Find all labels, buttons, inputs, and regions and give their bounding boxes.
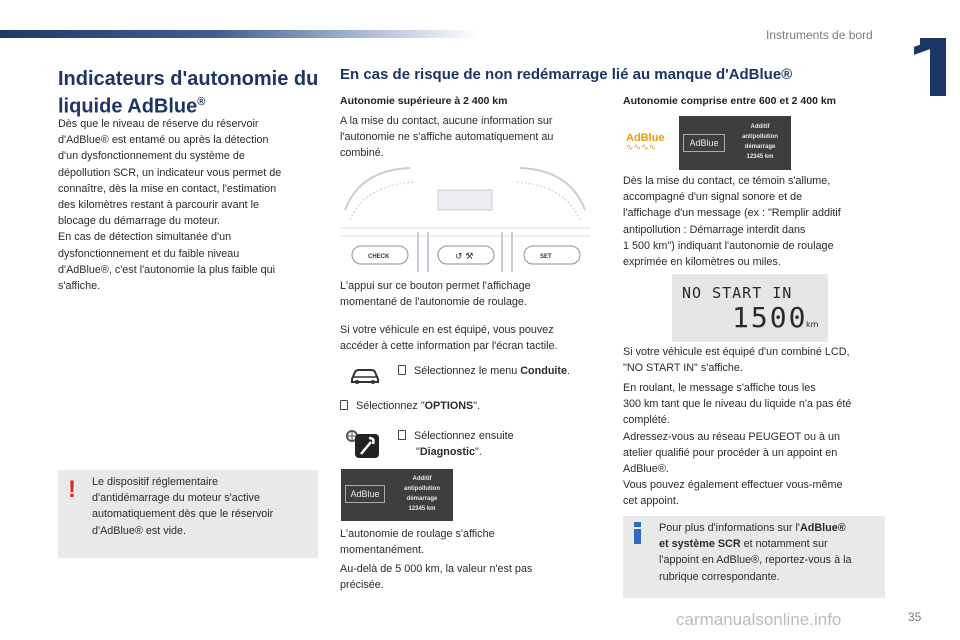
left-line: connaître, dès la mise en contact, l'estimation — [58, 182, 277, 195]
mid-result: L'autonomie de roulage s'affiche momentanément. — [340, 528, 495, 557]
right-lcd-note: Si votre véhicule est équipé d'un combiné LCD, "NO START IN" s'affiche. — [623, 346, 850, 375]
reset-wrench-icon: ↺ ⚒ — [455, 252, 474, 262]
check-button-label[interactable]: CHECK — [368, 254, 390, 260]
info-text: Pour plus d'informations sur l'AdBlue® et système SCR et notamment sur l'appoint en AdBlue®, reportez-vous à la rubrique correspondante. — [659, 522, 852, 583]
page-number: 35 — [908, 610, 922, 624]
diagnostic-icon — [343, 428, 379, 460]
warning-icon: ! — [68, 476, 76, 503]
right-rolling: En roulant, le message s'affiche tous les 300 km tant que le niveau du liquide n'a pas été complété. Adressez-vous au réseau PEUGEOT ou à un atelier qualifié pour procéder à un appoint en AdBlue®. Vous pouvez également effectuer vous-même cet appoint. — [623, 382, 852, 508]
car-icon — [348, 366, 382, 386]
adblue-symbol: AdBlue — [683, 134, 725, 152]
mid-heading: Autonomie supérieure à 2 400 km — [340, 95, 508, 107]
bullet-icon — [340, 400, 348, 410]
info-icon — [632, 522, 644, 544]
warning-text: Le dispositif réglementaire d'antidémarrage du moteur s'active automatiquement dès que le réservoir d'AdBlue® est vide. — [92, 476, 274, 537]
step-3: Sélectionnez ensuite "Diagnostic". — [398, 428, 608, 460]
dashboard-illustration — [340, 160, 590, 272]
bullet-icon — [398, 430, 406, 440]
header-gradient-bar — [0, 30, 480, 38]
bullet-icon — [398, 365, 406, 375]
adblue-lcd-display-small: AdBlue Additif antipollution démarrage 12345 km — [341, 469, 453, 521]
left-line: d'AdBlue®, c'est l'autonomie la plus faible qui — [58, 263, 276, 276]
left-line: blocage du démarrage du moteur. — [58, 215, 221, 228]
step-1: Sélectionnez le menu Conduite. — [398, 363, 608, 379]
chapter-number — [910, 38, 946, 98]
mid-screen: Si votre véhicule en est équipé, vous pouvez accéder à cette information par l'écran tactile. — [340, 324, 558, 353]
no-start-lcd: NO START IN 1500 km — [672, 274, 828, 342]
adblue-lcd-display: AdBlue Additif antipollution démarrage 12345 km — [679, 116, 791, 170]
adblue-warning-lamp: AdBlue ∿∿∿∿ — [626, 132, 665, 152]
adblue-symbol: AdBlue — [345, 485, 385, 503]
left-line: dysfonctionnement et du faible niveau — [58, 247, 240, 260]
mid-intro: A la mise du contact, aucune information sur l'autonomie ne s'affiche automatiquement au combiné. — [340, 115, 554, 160]
left-line: d'AdBlue® est entamé ou après la détection — [58, 134, 269, 147]
main-title: En cas de risque de non redémarrage lié au manque d'AdBlue® — [340, 66, 793, 83]
section-title: Instruments de bord — [766, 28, 873, 42]
set-button-label[interactable]: SET — [540, 254, 552, 260]
left-title: Indicateurs d'autonomie du liquide AdBlue® — [58, 68, 319, 118]
left-line: des kilomètres restant à parcourir avant le — [58, 199, 260, 212]
left-line: En cas de détection simultanée d'un — [58, 231, 232, 244]
mid-beyond: Au-delà de 5 000 km, la valeur n'est pas précisée. — [340, 563, 533, 592]
mid-after-button: L'appui sur ce bouton permet l'affichage momentané de l'autonomie de roulage. — [340, 280, 531, 309]
left-line: d'un dysfonctionnement du système de — [58, 150, 245, 163]
right-heading: Autonomie comprise entre 600 et 2 400 km — [623, 95, 836, 107]
left-line: Dès que le niveau de réserve du réservoir — [58, 118, 259, 130]
right-contact: Dès la mise du contact, ce témoin s'allume, accompagné d'un signal sonore et de l'affichage d'un message (ex : "Remplir additif antipollution : Démarrage interdit dans 1 500 km") indiquant l'autonomie de roulage exprimée en kilomètres ou miles. — [623, 175, 841, 269]
footer-watermark: carmanualsonline.info — [676, 610, 842, 629]
left-line: s'affiche. — [58, 280, 101, 293]
left-line: dépollution SCR, un indicateur vous permet de — [58, 166, 282, 179]
left-body — [58, 116, 328, 294]
step-2: Sélectionnez "OPTIONS". — [340, 398, 610, 414]
